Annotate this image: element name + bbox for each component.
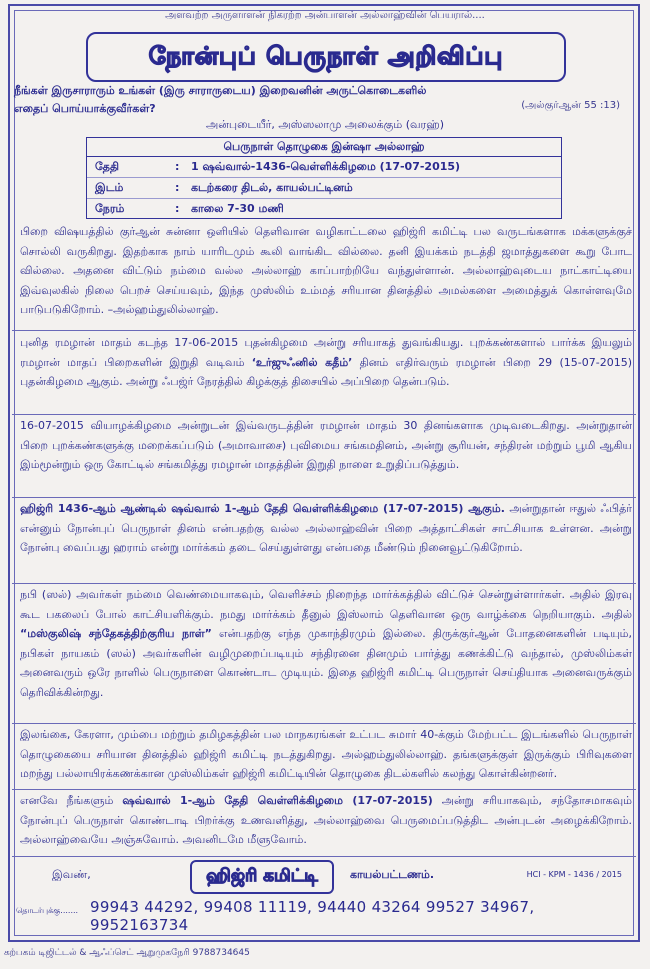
paragraph-4-text: அன்றுதான் ஈதுல் ஃபித்ர் என்னும் நோன்புப் பெருநாள் தினம் என்பதற்கு வல்ல அல்லாஹ்வின் பிறை அத்தாட்சிகள் சாட்சியாக உள்ளன. அன்று நோன்பு வைப்பது ஹராம் என்று மார்க்கம் தடை செய்துள்ளது என்பதை மீண்டும் நினைவூட்டுகிறோம்.	[20, 502, 633, 554]
paragraph-4-highlight: ஹிஜ்ரி 1436-ஆம் ஆண்டில் ஷவ்வால் 1-ஆம் தேதி வெள்ளிக்கிழமை (17-07-2015) ஆகும்.	[20, 502, 505, 515]
paragraph-2-text-b: தினம் எதிர்வரும் ரமழான் பிறை 29 (15-07-2015) புதன்கிழமை ஆகும். அன்று ஃபஜ்ர் நேரத்தில் கிழக்குத் திசையில் அப்பிறை தென்படும்.	[20, 355, 632, 388]
prayer-label: இடம்	[95, 181, 124, 194]
prayer-value: காலை 7-30 மணி	[191, 202, 284, 215]
place-name: காயல்பட்டணம்.	[350, 868, 435, 881]
divider	[12, 856, 636, 857]
divider	[12, 789, 636, 790]
divider	[12, 497, 636, 498]
prayer-value: 1 ஷவ்வால்-1436-வெள்ளிக்கிழமை (17-07-2015)	[191, 160, 461, 173]
paragraph-3: 16-07-2015 வியாழக்கிழமை அன்றுடன் இவ்வருடத்தின் ரமழான் மாதம் 30 தினங்களாக முடிவடைகிறது. அன்றுதான் பிறை புறக்கண்களுக்கு மறைக்கப்படும் (அமாவாசை) புவிமைய சங்கமதினம், அன்று சூரியன், சந்திரன் மற்றும் பூமி ஆகிய இம்மூன்றும் ஒரு கோட்டில் சங்கமித்து ரமழான் மாதத்தின் இறுதி நாளை உறுதிப்படுத்தும்.	[20, 419, 632, 471]
divider	[12, 414, 636, 415]
phone-numbers: 99943 44292, 99408 11119, 94440 43264 99527 34967, 9952163734	[90, 898, 535, 934]
paragraph-2	[20, 333, 632, 392]
divider	[12, 723, 636, 724]
prayer-value: கடற்கரை திடல், காயல்பட்டினம்	[191, 181, 353, 194]
prayer-colon: :	[175, 181, 180, 194]
paragraph-5-text-b: என்பதற்கு எந்த முகாந்திரமும் இல்லை. திருக்குர்ஆன் போதனைகளின் படியும், நபிகள் நாயகம் (ஸல்) அவர்களின் வழிமுறைப்படியும் சந்திரனை தினமும் பார்த்து கணக்கிட்டு வந்தால், முஸ்லிம்கள் அனைவரும் ஒரே நாளில் பெருநாளை கொண்டாட முடியும். இதை ஹிஜ்ரி கமிட்டி பெருநாள் செய்தியாக அனைவருக்கும் தெரிவிக்கின்றது.	[20, 627, 632, 699]
greeting-line: அன்புடையீர், அஸ்ஸலாமு அலைக்கும் (வரஹ்)	[206, 118, 444, 131]
prayer-colon: :	[175, 160, 180, 173]
signatory-label: இவண்,	[52, 868, 91, 881]
prayer-row-date	[87, 157, 561, 178]
paragraph-7-text-a: எனவே நீங்களும்	[20, 794, 123, 807]
printer-credit: கற்பகம் டிஜிட்டல் & ஆஃப்செட் ஆறுமுகநேரி 9788734645	[4, 948, 250, 958]
divider	[12, 330, 636, 331]
paragraph-2-highlight: ‘உர்ஜுஃனில் கதீம்’	[251, 355, 353, 369]
prayer-label: தேதி	[95, 160, 119, 173]
reference-code: HCI - KPM - 1436 / 2015	[526, 870, 622, 879]
paragraph-2-text-a: புனித ரமழான் மாதம் கடந்த 17-06-2015 புதன்கிழமை அன்று சரியாகத் துவங்கியது. புறக்கண்களால் பார்க்க இயலும் ரமழான் மாதப் பிறைகளின் இறுதி வடிவம்	[20, 336, 632, 369]
verse-reference: (அல்குர்ஆன் 55 :13)	[521, 100, 620, 111]
prayer-colon: :	[175, 202, 180, 215]
paragraph-7	[20, 791, 632, 850]
paragraph-1: பிறை விஷயத்தில் குர்ஆன் சுன்னா ஒளியில் தெளிவான வழிகாட்டலை ஹிஜ்ரி கமிட்டி பல வருடங்களாக மக்களுக்குச் சொல்லி வருகிறது. இதற்காக நாம் யாரிடமும் கூலி வாங்கிட வில்லை. தனி இயக்கம் நடத்தி ஜமாத்துகளை கூறு போட வில்லை. அதனை விட்டும் நம்மை வல்ல அல்லாஹ் காப்பாற்றியே வந்துள்ளான். அல்லாஹ்வுடைய நாட்காட்டியை இவ்வுலகில் நிலை பெறச் செய்யவும், இந்த முஸ்லிம் உம்மத் சரியான தினத்தில் அமல்களை அமைத்துக் கொள்ளவுமே பாடுபடுகிறோம். –அல்ஹம்துலில்லாஹ்.	[20, 225, 632, 316]
prayer-row-time	[87, 199, 561, 219]
paragraph-4	[20, 499, 632, 558]
contact-label: தொடர்புக்கு.......	[16, 906, 79, 915]
prayer-row-place	[87, 178, 561, 199]
page-title: நோன்புப் பெருநாள் அறிவிப்பு	[86, 32, 566, 82]
paragraph-5	[20, 585, 632, 702]
bismillah-line: அளவற்ற அருளாளன் நிகரற்ற அன்பாளன் அல்லாஹ்வின் பெயரால்....	[165, 10, 485, 21]
footer	[12, 860, 636, 938]
prayer-details-box	[86, 137, 562, 219]
paragraph-7-highlight: ஷவ்வால் 1-ஆம் தேதி வெள்ளிக்கிழமை (17-07-2015)	[122, 794, 433, 807]
prayer-header: பெருநாள் தொழுகை இன்ஷா அல்லாஹ்	[87, 138, 561, 157]
divider	[12, 583, 636, 584]
prayer-label: நேரம்	[95, 202, 125, 215]
paragraph-5-highlight: “மஸ்குலிஷ் சந்தேகத்திற்குரிய நாள்”	[20, 627, 212, 640]
paragraph-7-text-b: அன்று சரியாகவும், சந்தோசமாகவும் நோன்புப் பெருநாள் கொண்டாடி பிறர்க்கு உணவளித்து, அல்லாஹ்வை பெருமைப்படுத்திட அன்புடன் அழைக்கிறோம். அல்லாஹ்வையே அஞ்சுவோம். அவனிடமே மீளுவோம்.	[20, 794, 632, 846]
committee-logo: ஹிஜ்ரி கமிட்டி	[190, 860, 334, 894]
quran-verse: நீங்கள் இருசாராரும் உங்கள் (இரு சாராருடைய) இறைவனின் அருட்கொடைகளில் எதைப் பொய்யாக்குவீர்கள்?	[14, 84, 427, 115]
paragraph-5-text-a: நபி (ஸல்) அவர்கள் நம்மை வெண்மையாகவும், வெளிச்சம் நிறைந்த மார்க்கத்தில் விட்டுச் சென்றுள்ளார்கள். அதில் இரவு கூட பகலைப் போல் காட்சியளிக்கும். நமது மார்க்கம் தீனுல் இஸ்லாம் தெளிவான ஒரு வாழ்க்கை நெறியாகும். அதில்	[20, 588, 632, 621]
paragraph-6: இலங்கை, கேரளா, மும்பை மற்றும் தமிழகத்தின் பல மாநகரங்கள் உட்பட சுமார் 40-க்கும் மேற்பட்ட இடங்களில் பெருநாள் தொழுகையை சரியான தினத்தில் ஹிஜ்ரி கமிட்டி நடத்துகிறது. அல்ஹம்துலில்லாஹ். தங்களுக்குள் இருக்கும் பிரிவுகளை மறந்து பல்லாயிரக்கணக்கான முஸ்லிம்கள் ஹிஜ்ரி கமிட்டியின் தொழுகை திடல்களில் கலந்து கொள்கின்றனர்.	[20, 728, 632, 780]
